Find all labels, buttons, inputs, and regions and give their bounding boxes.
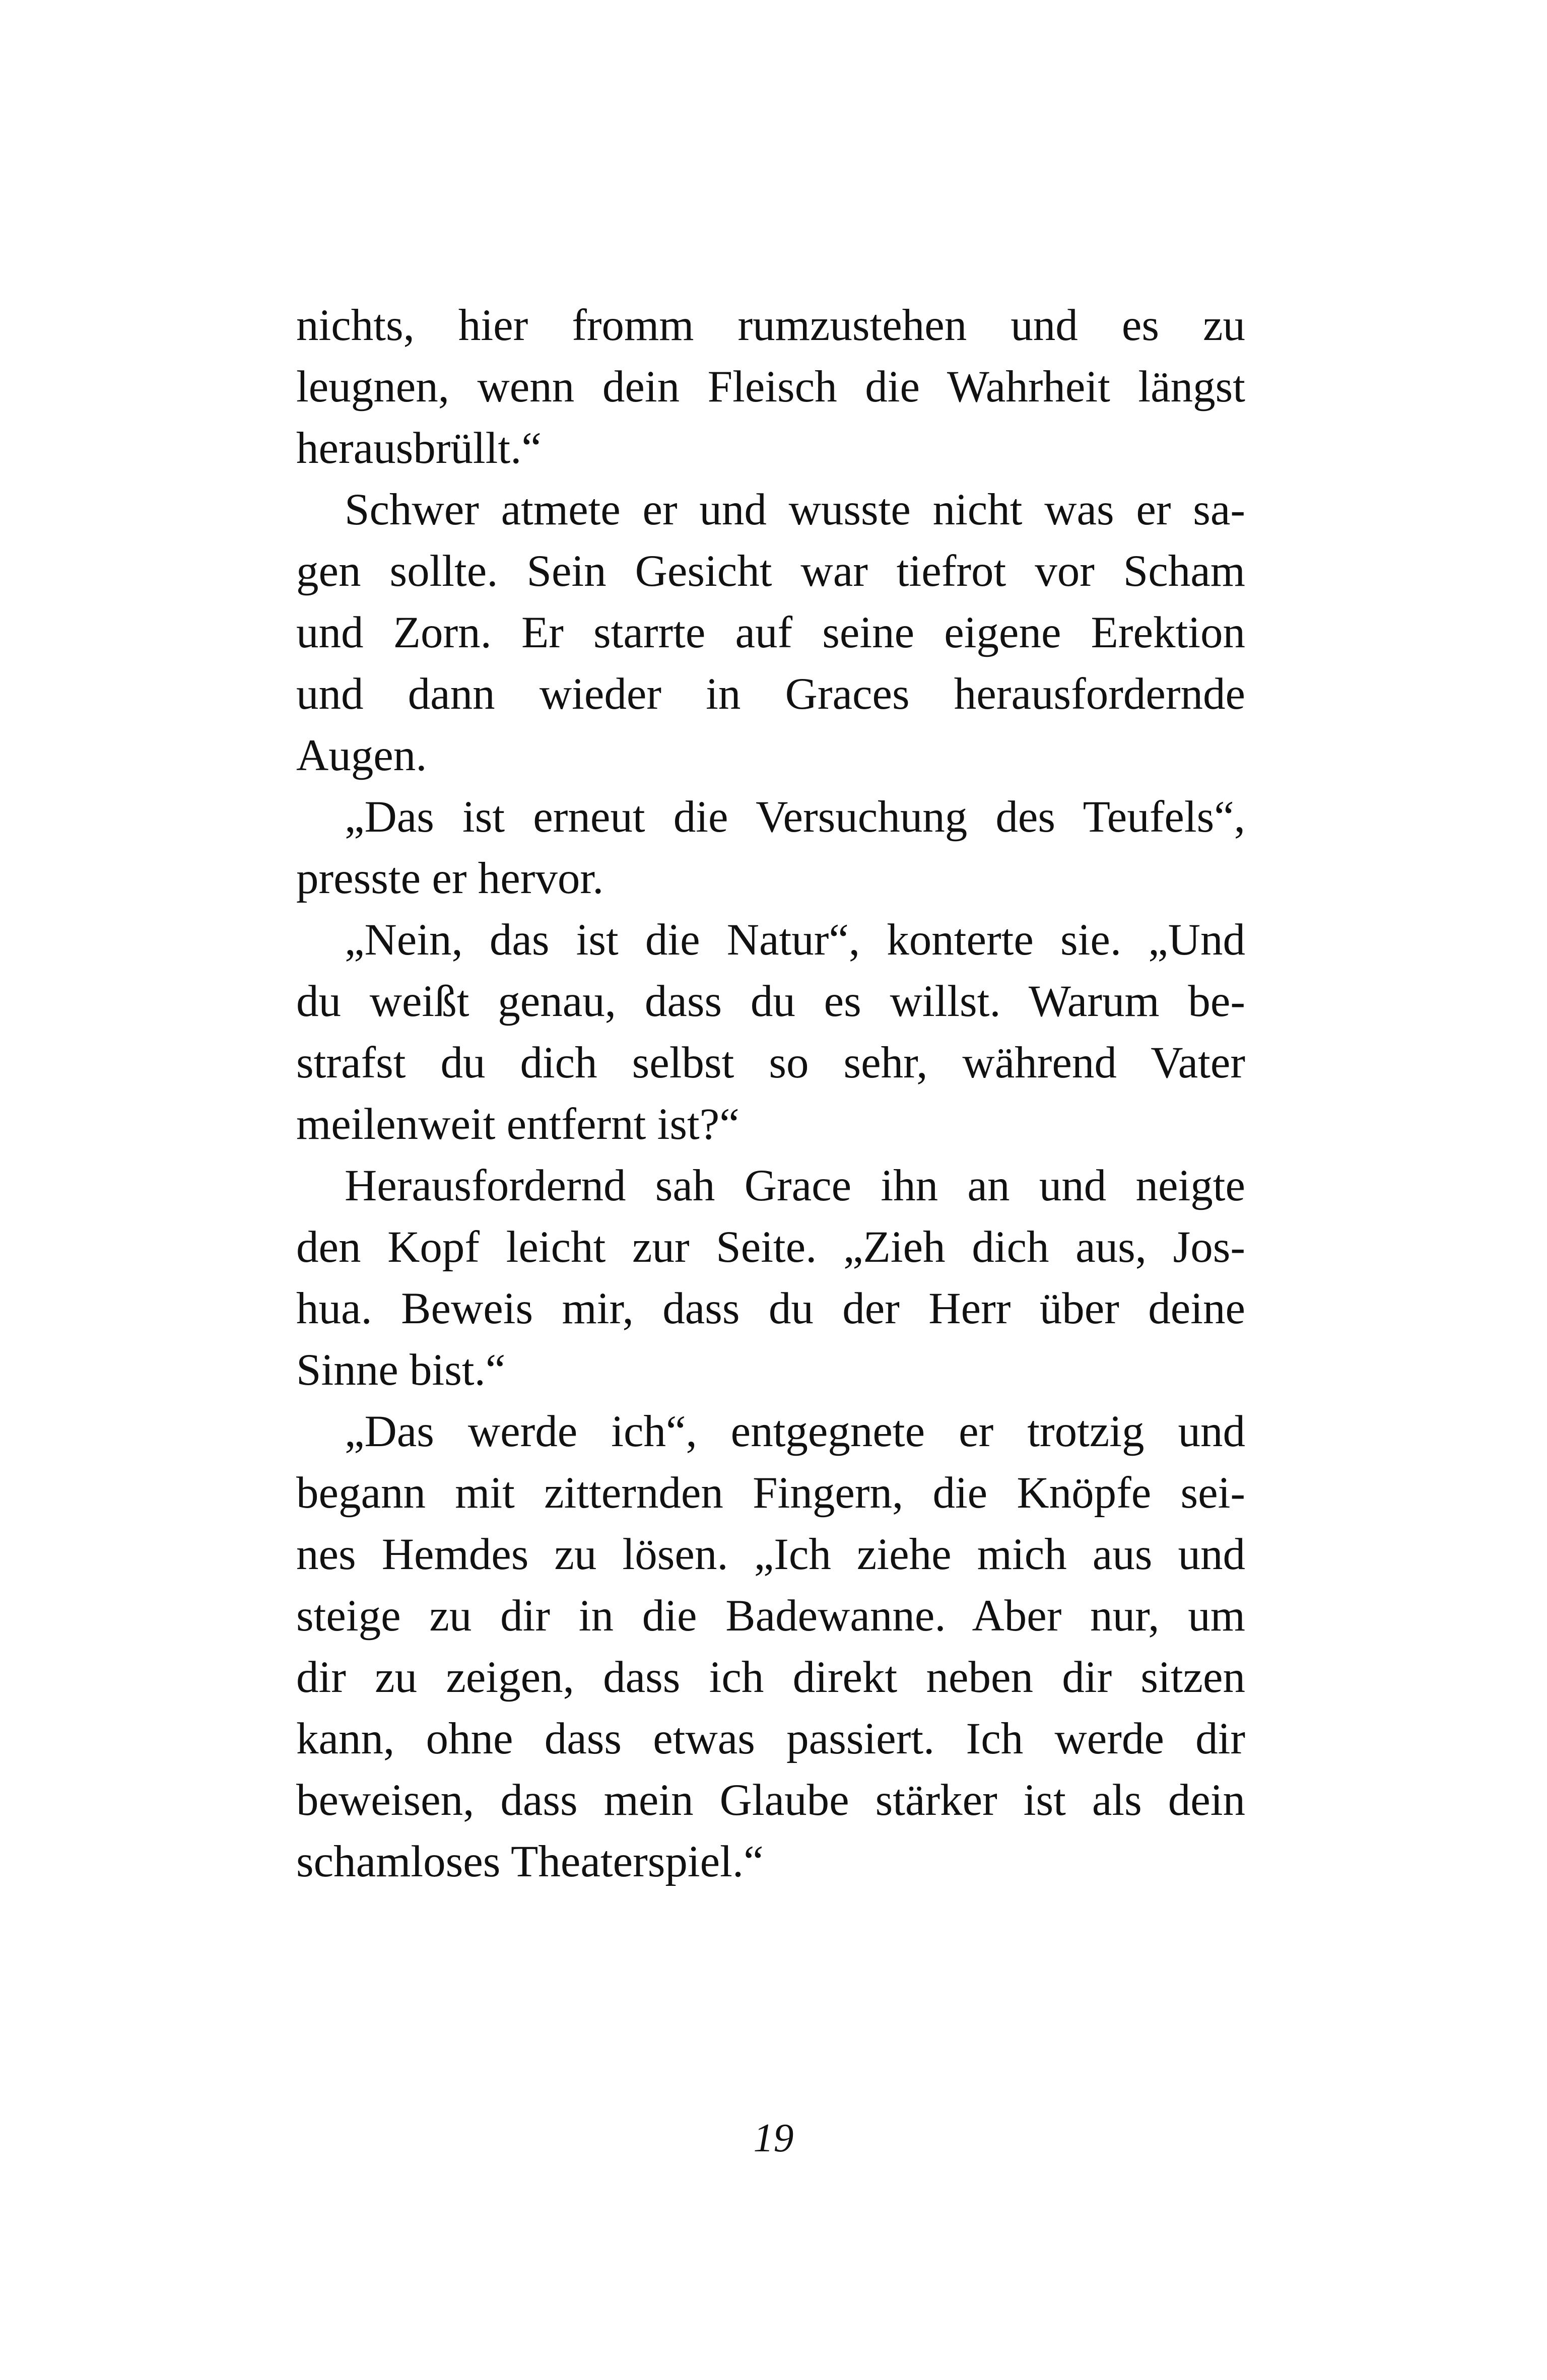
text-line: und dann wieder in Graces herausfordernde [296, 669, 1245, 719]
text-line: kann, ohne dass etwas passiert. Ich werde dir [296, 1714, 1245, 1763]
text-line: presste er hervor. [296, 854, 604, 903]
text-line: „Das ist erneut die Versuchung des Teufels“, [345, 792, 1245, 842]
text-line: Augen. [296, 731, 427, 780]
text-line: strafst du dich selbst so sehr, während Vater [296, 1038, 1245, 1087]
paragraph [296, 786, 1245, 909]
text-line: begann mit zitternden Fingern, die Knöpfe sei- [296, 1468, 1245, 1518]
paragraph [296, 909, 1245, 1155]
text-line: den Kopf leicht zur Seite. „Zieh dich aus, Jos- [296, 1222, 1245, 1272]
text-line: nichts, hier fromm rumzustehen und es zu [296, 301, 1245, 350]
text-line: steige zu dir in die Badewanne. Aber nur, um [296, 1591, 1245, 1641]
text-line: und Zorn. Er starrte auf seine eigene Erektion [296, 608, 1245, 657]
text-line: Herausfordernd sah Grace ihn an und neigte [345, 1161, 1245, 1210]
body-text [296, 295, 1245, 1892]
text-line: du weißt genau, dass du es willst. Warum be- [296, 977, 1245, 1026]
text-line: herausbrüllt.“ [296, 424, 542, 473]
text-line: Schwer atmete er und wusste nicht was er sa- [345, 485, 1245, 534]
paragraph [296, 1401, 1245, 1892]
paragraph [296, 295, 1245, 479]
text-line: nes Hemdes zu lösen. „Ich ziehe mich aus und [296, 1530, 1245, 1579]
text-line: schamloses Theaterspiel.“ [296, 1837, 764, 1886]
text-line: leugnen, wenn dein Fleisch die Wahrheit längst [296, 362, 1245, 412]
text-line: „Das werde ich“, entgegnete er trotzig und [345, 1407, 1245, 1456]
text-line: gen sollte. Sein Gesicht war tiefrot vor Scham [296, 547, 1245, 596]
paragraph [296, 1155, 1245, 1401]
text-line: dir zu zeigen, dass ich direkt neben dir sitzen [296, 1653, 1245, 1702]
text-line: „Nein, das ist die Natur“, konterte sie. „Und [345, 915, 1245, 965]
paragraph [296, 479, 1245, 786]
page-number: 19 [753, 2116, 794, 2160]
text-line: meilenweit entfernt ist?“ [296, 1100, 739, 1149]
text-line: Sinne bist.“ [296, 1345, 506, 1395]
text-line: beweisen, dass mein Glaube stärker ist als dein [296, 1776, 1245, 1825]
text-line: hua. Beweis mir, dass du der Herr über deine [296, 1284, 1245, 1333]
